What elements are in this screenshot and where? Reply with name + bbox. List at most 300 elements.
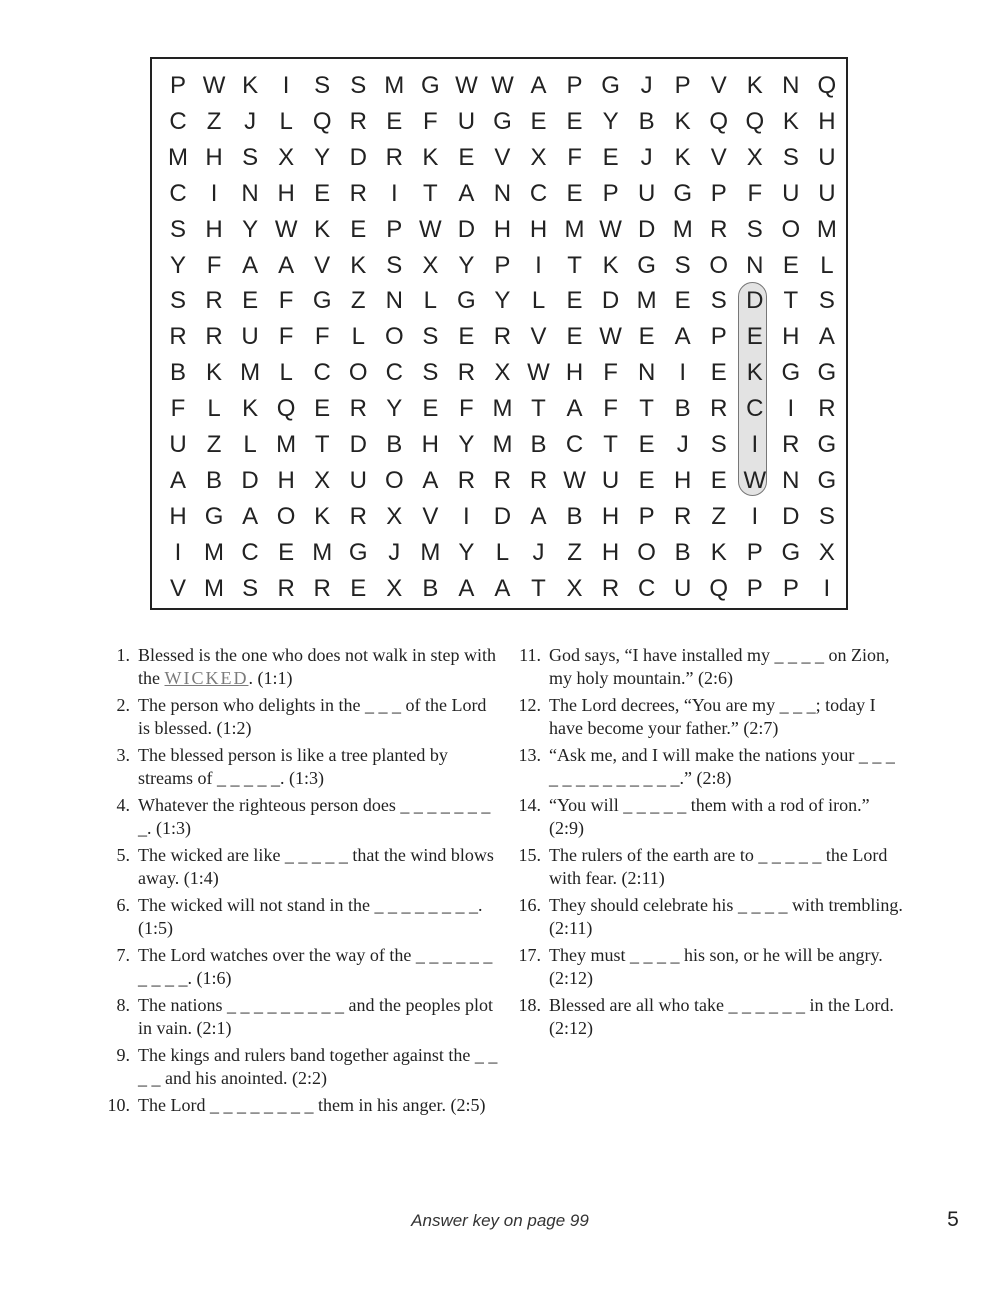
grid-letter: K bbox=[206, 359, 223, 387]
clue-item bbox=[511, 794, 906, 840]
grid-letter: G bbox=[817, 466, 837, 494]
grid-letter: I bbox=[282, 72, 290, 99]
grid-letter: I bbox=[751, 502, 759, 530]
grid-letter: Q bbox=[745, 107, 765, 135]
grid-letter: Y bbox=[458, 538, 475, 566]
grid-letter: G bbox=[637, 251, 656, 279]
grid-letter: L bbox=[243, 431, 257, 458]
grid-letter: F bbox=[567, 143, 582, 171]
clue-number: 9. bbox=[116, 1045, 130, 1065]
grid-letter: E bbox=[422, 395, 439, 423]
grid-letter: K bbox=[242, 72, 259, 99]
grid-letter: Z bbox=[206, 431, 222, 458]
clue-text: The nations _ _ _ _ _ _ _ _ _ and the peoples plot in vain. (2:1) bbox=[138, 995, 498, 1038]
grid-letter: F bbox=[747, 179, 763, 207]
grid-letter: A bbox=[818, 323, 835, 351]
grid-letter: R bbox=[349, 395, 367, 423]
grid-letter: I bbox=[535, 251, 542, 279]
grid-letter: U bbox=[674, 574, 692, 602]
grid-letter: Q bbox=[709, 574, 729, 602]
grid-letter: Y bbox=[169, 251, 186, 279]
grid-letter: A bbox=[242, 251, 259, 279]
grid-letter: J bbox=[640, 143, 653, 171]
grid-letter: C bbox=[169, 179, 187, 207]
clue-item bbox=[100, 1094, 500, 1117]
grid-letter: R bbox=[205, 287, 223, 315]
grid-letter: E bbox=[386, 107, 403, 135]
grid-letter: P bbox=[638, 502, 655, 530]
grid-letter: E bbox=[710, 359, 727, 387]
grid-letter: X bbox=[386, 502, 403, 530]
grid-letter: B bbox=[566, 502, 583, 530]
grid-letter: I bbox=[390, 179, 398, 207]
clue-item bbox=[511, 644, 906, 690]
grid-letter: E bbox=[242, 287, 259, 315]
grid-letter: Q bbox=[312, 107, 332, 135]
clue-item bbox=[511, 994, 906, 1040]
grid-letter: R bbox=[385, 143, 403, 171]
grid-letter: T bbox=[423, 179, 438, 207]
grid-letter: S bbox=[818, 502, 835, 530]
grid-letter: S bbox=[674, 251, 691, 279]
grid-letter: S bbox=[350, 72, 367, 99]
grid-letter: I bbox=[787, 395, 795, 423]
grid-letter: S bbox=[746, 215, 763, 243]
grid-letter: R bbox=[710, 215, 728, 243]
grid-letter: R bbox=[818, 395, 836, 423]
grid-letter: N bbox=[637, 359, 656, 387]
grid-letter: P bbox=[494, 251, 511, 279]
clue-number: 10. bbox=[107, 1095, 130, 1115]
grid-letter: G bbox=[781, 538, 801, 566]
grid-letter: G bbox=[204, 502, 224, 530]
grid-letter: V bbox=[530, 323, 547, 351]
grid-letter: C bbox=[169, 107, 187, 135]
grid-letter: U bbox=[818, 179, 836, 207]
grid-letter: F bbox=[603, 395, 618, 423]
clue-text-before: Blessed is the one who does not walk in step with the bbox=[138, 645, 501, 688]
grid-letter: G bbox=[601, 72, 620, 99]
grid-letter: M bbox=[636, 287, 657, 315]
clue-text: The wicked will not stand in the _ _ _ _ _ _ _ _. (1:5) bbox=[138, 895, 487, 938]
grid-letter: P bbox=[746, 574, 763, 602]
grid-letter: E bbox=[458, 143, 475, 171]
clue-number: 4. bbox=[116, 795, 130, 815]
grid-letter: J bbox=[640, 72, 653, 99]
grid-letter: G bbox=[421, 72, 440, 99]
grid-letter: A bbox=[458, 179, 475, 207]
grid-letter: X bbox=[530, 143, 547, 171]
grid-letter: I bbox=[679, 359, 687, 387]
grid-letter: S bbox=[314, 72, 331, 99]
grid-letter: M bbox=[420, 538, 441, 566]
grid-letter: H bbox=[674, 466, 692, 494]
grid-letter: V bbox=[169, 574, 186, 602]
clue-item bbox=[511, 844, 906, 890]
grid-letter: D bbox=[493, 502, 512, 530]
grid-letter: F bbox=[278, 323, 294, 351]
clue-text: The wicked are like _ _ _ _ _ that the wind blows away. (1:4) bbox=[138, 845, 499, 888]
grid-letter: W bbox=[202, 72, 226, 99]
grid-letter: Y bbox=[458, 251, 475, 279]
grid-letter: R bbox=[349, 502, 367, 530]
grid-letter: H bbox=[421, 431, 440, 458]
grid-letter: X bbox=[494, 359, 511, 387]
grid-letter: B bbox=[206, 466, 223, 494]
grid-letter: I bbox=[823, 574, 831, 602]
page-number: 5 bbox=[947, 1208, 959, 1231]
grid-letter: B bbox=[638, 107, 655, 135]
grid-letter: F bbox=[206, 251, 222, 279]
grid-letter: W bbox=[563, 466, 586, 494]
grid-letter: L bbox=[279, 107, 293, 135]
grid-letter: E bbox=[278, 538, 295, 566]
grid-letter: I bbox=[174, 538, 182, 566]
grid-letter: L bbox=[423, 287, 438, 315]
grid-letter: T bbox=[783, 287, 799, 315]
grid-letter: S bbox=[818, 287, 835, 315]
grid-letter: M bbox=[816, 215, 837, 243]
grid-letter: G bbox=[493, 107, 512, 135]
clue-item bbox=[511, 744, 906, 790]
grid-letter: U bbox=[637, 179, 656, 207]
grid-letter: S bbox=[710, 287, 727, 315]
grid-letter: X bbox=[386, 574, 403, 602]
grid-letter: E bbox=[746, 323, 763, 351]
grid-letter: E bbox=[782, 251, 799, 279]
grid-letter: R bbox=[782, 431, 800, 458]
grid-letter: S bbox=[422, 359, 439, 387]
grid-letter: P bbox=[566, 72, 583, 99]
grid-letter: V bbox=[314, 251, 331, 279]
clue-text bbox=[138, 645, 500, 688]
grid-letter: L bbox=[351, 323, 365, 351]
clue-item bbox=[100, 844, 500, 890]
grid-letter: E bbox=[458, 323, 475, 351]
grid-letter: H bbox=[277, 466, 295, 494]
grid-letter: P bbox=[602, 179, 619, 207]
grid-letter: O bbox=[781, 215, 801, 243]
grid-letter: X bbox=[566, 574, 583, 602]
grid-letter: D bbox=[601, 287, 620, 315]
clue-text: God says, “I have installed my _ _ _ _ on Zion, my holy mountain.” (2:6) bbox=[549, 645, 894, 688]
clue-text: “Ask me, and I will make the nations your _ _ _ _ _ _ _ _ _ _ _ _ _.” (2:8) bbox=[549, 745, 900, 788]
grid-letter: V bbox=[494, 143, 511, 171]
grid-letter: M bbox=[672, 215, 693, 243]
grid-letter: K bbox=[602, 251, 619, 279]
grid-letter: T bbox=[603, 431, 618, 458]
grid-letter: L bbox=[531, 287, 546, 315]
clue-item bbox=[100, 744, 500, 790]
grid-letter: E bbox=[602, 143, 619, 171]
grid-letter: S bbox=[386, 251, 403, 279]
grid-letter: I bbox=[751, 431, 759, 458]
grid-letter: S bbox=[710, 431, 727, 458]
grid-letter: M bbox=[204, 538, 225, 566]
grid-letter: W bbox=[527, 359, 550, 387]
grid-letter: U bbox=[241, 323, 259, 351]
clue-number: 5. bbox=[116, 845, 130, 865]
grid-letter: M bbox=[204, 574, 225, 602]
grid-letter: Z bbox=[206, 107, 222, 135]
grid-letter: Q bbox=[817, 72, 837, 99]
grid-letter: E bbox=[566, 179, 583, 207]
grid-letter: L bbox=[820, 251, 834, 279]
grid-letter: S bbox=[242, 574, 259, 602]
grid-letter: E bbox=[566, 323, 583, 351]
grid-letter: Y bbox=[314, 143, 331, 171]
grid-letter: J bbox=[532, 538, 545, 566]
grid-letter: H bbox=[169, 502, 187, 530]
grid-letter: E bbox=[350, 574, 367, 602]
clue-number: 14. bbox=[518, 795, 541, 815]
grid-letter: D bbox=[349, 143, 367, 171]
grid-letter: K bbox=[314, 502, 331, 530]
grid-letter: R bbox=[493, 466, 512, 494]
grid-letter: R bbox=[349, 179, 367, 207]
clue-item bbox=[511, 944, 906, 990]
grid-letter: H bbox=[818, 107, 836, 135]
grid-letter: E bbox=[350, 215, 367, 243]
grid-letter: W bbox=[455, 72, 478, 99]
grid-letter: R bbox=[674, 502, 692, 530]
grid-letter: G bbox=[673, 179, 693, 207]
grid-letter: N bbox=[241, 179, 259, 207]
grid-letter: J bbox=[388, 538, 401, 566]
grid-letter: C bbox=[241, 538, 259, 566]
grid-letter: P bbox=[674, 72, 691, 99]
clue-text: Whatever the righteous person does _ _ _ _ _ _ _ _. (1:3) bbox=[138, 795, 495, 838]
grid-letter: K bbox=[710, 538, 727, 566]
grid-letter: O bbox=[637, 538, 656, 566]
grid-letter: E bbox=[530, 107, 547, 135]
grid-letter: A bbox=[278, 251, 295, 279]
grid-letter: I bbox=[463, 502, 470, 530]
grid-letter: T bbox=[531, 574, 546, 602]
grid-letter: E bbox=[638, 323, 655, 351]
grid-letter: E bbox=[674, 287, 691, 315]
grid-letter: W bbox=[743, 466, 767, 494]
grid-letter: A bbox=[169, 466, 186, 494]
clue-text: The Lord watches over the way of the _ _ _ _ _ _ _ _ _ _. (1:6) bbox=[138, 945, 497, 988]
clue-text: The rulers of the earth are to _ _ _ _ _ the Lord with fear. (2:11) bbox=[549, 845, 892, 888]
grid-letter: Z bbox=[567, 538, 582, 566]
grid-letter: D bbox=[637, 215, 656, 243]
grid-letter: A bbox=[242, 502, 259, 530]
grid-letter: G bbox=[457, 287, 476, 315]
clue-text: The Lord _ _ _ _ _ _ _ _ them in his anger. (2:5) bbox=[138, 1095, 486, 1115]
clue-number: 3. bbox=[116, 745, 130, 765]
grid-letter: A bbox=[458, 574, 475, 602]
grid-letter: M bbox=[276, 431, 297, 458]
grid-letter: P bbox=[782, 574, 799, 602]
grid-letter: M bbox=[168, 143, 188, 171]
grid-letter: N bbox=[782, 466, 800, 494]
grid-letter: P bbox=[169, 72, 186, 99]
grid-letter: D bbox=[241, 466, 259, 494]
clue-number: 13. bbox=[518, 745, 541, 765]
grid-letter: L bbox=[279, 359, 293, 387]
grid-letter: Y bbox=[242, 215, 259, 243]
grid-letter: O bbox=[709, 251, 729, 279]
grid-letter: C bbox=[529, 179, 548, 207]
grid-letter: B bbox=[674, 538, 691, 566]
grid-letter: L bbox=[495, 538, 510, 566]
grid-letter: P bbox=[710, 179, 727, 207]
clue-number: 15. bbox=[518, 845, 541, 865]
grid-letter: H bbox=[277, 179, 295, 207]
grid-letter: O bbox=[276, 502, 296, 530]
grid-letter: G bbox=[312, 287, 332, 315]
grid-letter: E bbox=[566, 287, 583, 315]
grid-letter: N bbox=[746, 251, 764, 279]
grid-letter: K bbox=[674, 107, 691, 135]
grid-letter: S bbox=[782, 143, 799, 171]
grid-letter: T bbox=[639, 395, 654, 423]
grid-letter: P bbox=[710, 323, 727, 351]
grid-letter: U bbox=[169, 431, 187, 458]
grid-letter: X bbox=[818, 538, 835, 566]
grid-letter: R bbox=[529, 466, 548, 494]
clue-text: “You will _ _ _ _ _ them with a rod of iron.” (2:9) bbox=[549, 795, 875, 838]
grid-letter: N bbox=[782, 72, 800, 99]
grid-letter: C bbox=[313, 359, 331, 387]
grid-letter: M bbox=[312, 538, 333, 566]
grid-letter: M bbox=[492, 431, 513, 458]
clue-item bbox=[100, 994, 500, 1040]
grid-letter: F bbox=[314, 323, 330, 351]
grid-letter: Y bbox=[602, 107, 619, 135]
grid-letter: X bbox=[278, 143, 295, 171]
grid-letter: U bbox=[818, 143, 836, 171]
grid-letter: A bbox=[530, 72, 547, 99]
grid-letter: F bbox=[459, 395, 474, 423]
grid-letter: A bbox=[566, 395, 583, 423]
grid-letter: E bbox=[314, 395, 331, 423]
grid-letter: X bbox=[746, 143, 763, 171]
grid-letter: K bbox=[674, 143, 691, 171]
grid-letter: A bbox=[674, 323, 691, 351]
grid-letter: T bbox=[567, 251, 582, 279]
clue-text: They must _ _ _ _ his son, or he will be angry. (2:12) bbox=[549, 945, 888, 988]
grid-letter: C bbox=[385, 359, 403, 387]
grid-letter: G bbox=[781, 359, 801, 387]
grid-letter: E bbox=[638, 431, 655, 458]
grid-letter: B bbox=[674, 395, 691, 423]
grid-letter: G bbox=[348, 538, 368, 566]
grid-letter: S bbox=[422, 323, 439, 351]
clue-number: 1. bbox=[116, 645, 130, 665]
clue-item bbox=[100, 1044, 500, 1090]
grid-letter: Q bbox=[709, 107, 729, 135]
grid-letter: W bbox=[599, 215, 622, 243]
clue-text: The Lord decrees, “You are my _ _ _; today I have become your father.” (2:7) bbox=[549, 695, 881, 738]
grid-letter: Y bbox=[458, 431, 475, 458]
grid-letter: E bbox=[638, 466, 655, 494]
grid-letter: S bbox=[242, 143, 259, 171]
grid-letter: R bbox=[710, 395, 728, 423]
clue-text: They should celebrate his _ _ _ _ with trembling. (2:11) bbox=[549, 895, 908, 938]
grid-letter: D bbox=[746, 287, 764, 315]
grid-letter: G bbox=[817, 431, 837, 458]
grid-letter: K bbox=[242, 395, 259, 423]
clue-text: The blessed person is like a tree planted by streams of _ _ _ _ _. (1:3) bbox=[138, 745, 453, 788]
grid-letter: Z bbox=[711, 502, 727, 530]
grid-letter: W bbox=[274, 215, 298, 243]
grid-letter: D bbox=[457, 215, 476, 243]
grid-letter: Z bbox=[350, 287, 366, 315]
grid-letter: M bbox=[240, 359, 261, 387]
grid-letter: V bbox=[710, 72, 727, 99]
grid-letter: T bbox=[531, 395, 546, 423]
grid-letter: F bbox=[423, 107, 438, 135]
grid-letter: C bbox=[565, 431, 584, 458]
grid-letter: U bbox=[782, 179, 800, 207]
grid-letter: C bbox=[637, 574, 656, 602]
clue-number: 18. bbox=[518, 995, 541, 1015]
grid-letter: E bbox=[710, 466, 727, 494]
clue-number: 12. bbox=[518, 695, 541, 715]
grid-letter: S bbox=[169, 215, 186, 243]
grid-letter: J bbox=[244, 107, 257, 135]
grid-letter: H bbox=[601, 538, 620, 566]
grid-letter: R bbox=[457, 359, 476, 387]
clue-number: 2. bbox=[116, 695, 130, 715]
clue-number: 6. bbox=[116, 895, 130, 915]
grid-letter: E bbox=[566, 107, 583, 135]
clue-text: The kings and rulers band together against the _ _ _ _ and his anointed. (2:2) bbox=[138, 1045, 502, 1088]
grid-letter: S bbox=[169, 287, 186, 315]
grid-letter: F bbox=[278, 287, 294, 315]
grid-letter: K bbox=[782, 107, 799, 135]
grid-letter: A bbox=[422, 466, 439, 494]
grid-letter: G bbox=[817, 359, 837, 387]
clue-item bbox=[100, 794, 500, 840]
grid-letter: C bbox=[746, 395, 764, 423]
grid-letter: H bbox=[493, 215, 512, 243]
grid-letter: F bbox=[603, 359, 618, 387]
clue-text: The person who delights in the _ _ _ of the Lord is blessed. (1:2) bbox=[138, 695, 491, 738]
grid-letter: W bbox=[599, 323, 622, 351]
clue-number: 7. bbox=[116, 945, 130, 965]
clue-item bbox=[511, 894, 906, 940]
grid-letter: X bbox=[422, 251, 439, 279]
grid-letter: Q bbox=[276, 395, 296, 423]
clue-item bbox=[511, 694, 906, 740]
clue-list-left bbox=[100, 644, 500, 1121]
grid-letter: F bbox=[170, 395, 186, 423]
grid-letter: W bbox=[419, 215, 442, 243]
grid-letter: L bbox=[207, 395, 221, 423]
grid-letter: K bbox=[314, 215, 331, 243]
grid-letter: X bbox=[314, 466, 331, 494]
grid-letter: H bbox=[205, 143, 223, 171]
grid-letter: H bbox=[205, 215, 223, 243]
grid-letter: R bbox=[601, 574, 620, 602]
grid-letter: M bbox=[492, 395, 513, 423]
grid-letter: R bbox=[349, 107, 367, 135]
grid-letter: M bbox=[564, 215, 585, 243]
clue-number: 17. bbox=[518, 945, 541, 965]
grid-letter: K bbox=[746, 72, 763, 99]
grid-letter: N bbox=[493, 179, 512, 207]
grid-letter: R bbox=[493, 323, 512, 351]
grid-letter: I bbox=[210, 179, 218, 207]
clue-item bbox=[100, 694, 500, 740]
grid-letter: R bbox=[457, 466, 476, 494]
grid-letter: V bbox=[422, 502, 439, 530]
grid-letter: B bbox=[169, 359, 186, 387]
